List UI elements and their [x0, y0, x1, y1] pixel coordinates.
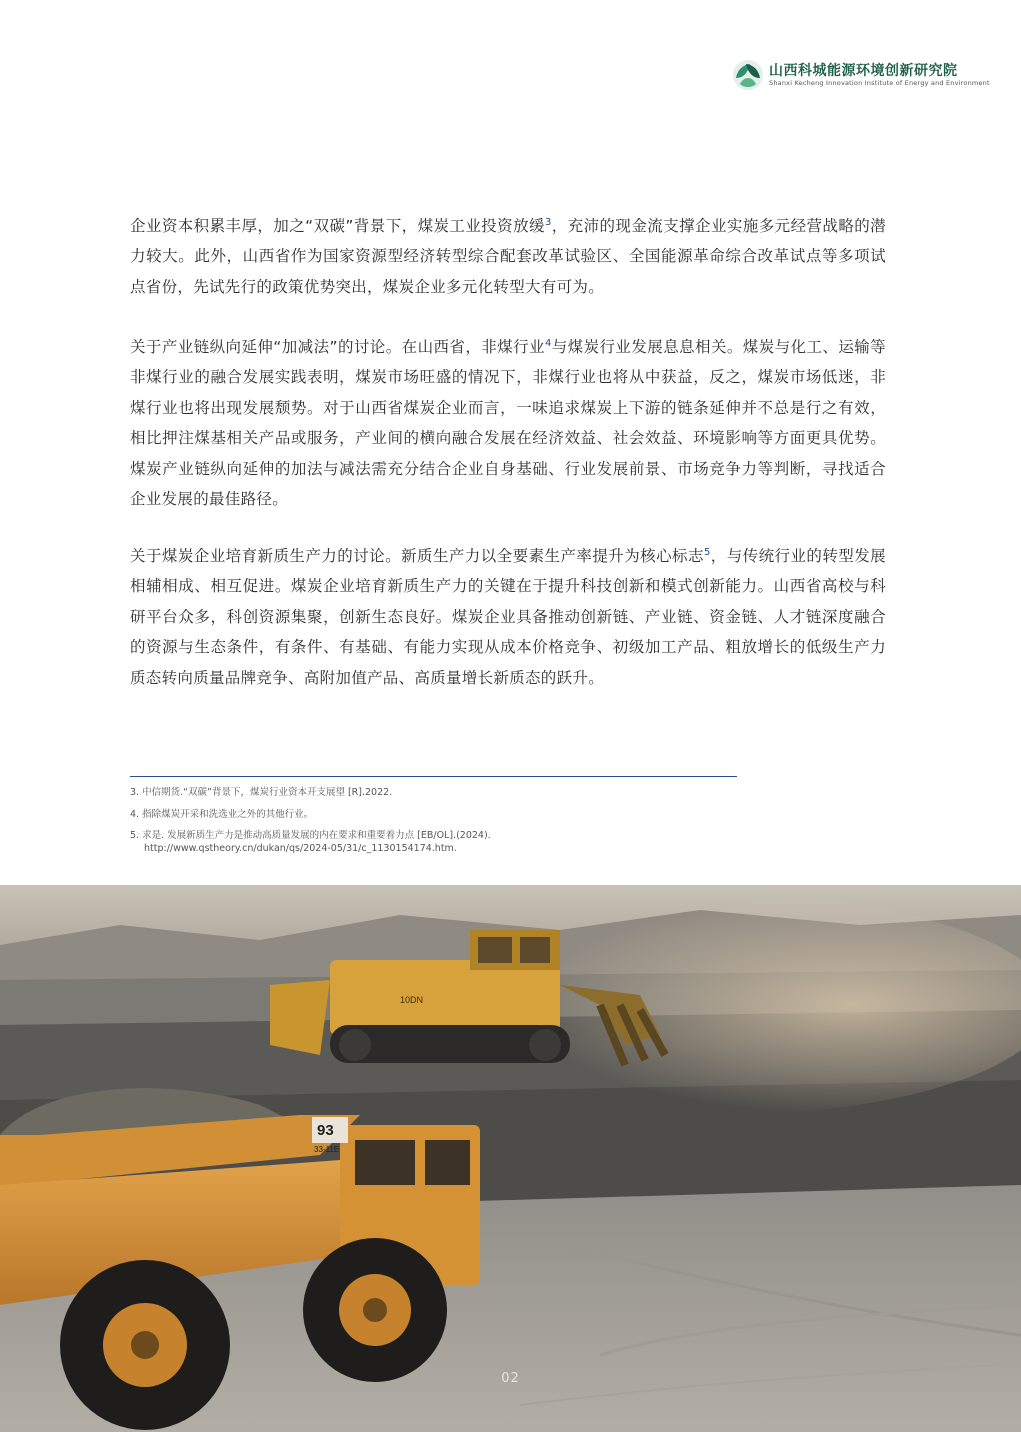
- page-number: 02: [501, 1371, 520, 1386]
- truck-number: 93: [317, 1122, 334, 1139]
- paragraph-3-part-b: ，与传统行业的转型发展相辅相成、相互促进。煤炭企业培育新质生产力的关键在于提升科技创新和模式创新能力。山西省高校与科研平台众多，科创资源集聚，创新生态良好。煤炭企业具备推动创新链、产业链、资金链、人才链深度融合的资源与生态条件，有条件、有基础、有能力实现从成本价格竞争、初级加工产品、粗放增长的低级生产力质态转向质量品牌竞争、高附加值产品、高质量增长新质态的跃升。: [130, 547, 886, 687]
- footnote-4: 4. 指除煤炭开采和洗选业之外的其他行业。: [130, 809, 314, 820]
- paragraph-2: [130, 332, 886, 514]
- paragraph-2-part-b: 与煤炭行业发展息息相关。煤炭与化工、运输等非煤行业的融合发展实践表明，煤炭市场旺盛的情况下，非煤行业也将从中获益，反之，煤炭市场低迷，非煤行业也将出现发展颓势。对于山西省煤炭企业而言，一味追求煤炭上下游的链条延伸并不总是行之有效，相比押注煤基相关产品或服务，产业间的横向融合发展在经济效益、社会效益、环境影响等方面更具优势。煤炭产业链纵向延伸的加法与减法需充分结合企业自身基础、行业发展前景、市场竞争力等判断，寻找适合企业发展的最佳路径。: [130, 338, 886, 509]
- leaf-logo-icon: [732, 58, 764, 92]
- footnote-ref-5[interactable]: 5: [703, 546, 711, 558]
- paragraph-3: [130, 541, 886, 693]
- institute-logo: [732, 58, 990, 94]
- mining-site-photo: [0, 885, 1021, 1432]
- institute-name: 山西科城能源环境创新研究院: [769, 63, 958, 79]
- dozer-badge: 10DN: [400, 995, 424, 1005]
- footnote-3: 3. 中信期货.“双碳”背景下，煤炭行业资本开支展望 [R].2022.: [130, 787, 393, 798]
- paragraph-1-part-a: 企业资本积累丰厚，加之“双碳”背景下，煤炭工业投资放缓: [130, 217, 545, 235]
- footnote-divider: [130, 776, 737, 777]
- institute-name-en: Shanxi Kecheng Innovation Institute of Energy and Environment: [769, 79, 990, 87]
- footnote-ref-4[interactable]: 4: [544, 337, 552, 349]
- footnote-5-url[interactable]: http://www.qstheory.cn/dukan/qs/2024-05/31/c_1130154174.htm.: [144, 843, 457, 854]
- paragraph-2-part-a: 关于产业链纵向延伸“加减法”的讨论。在山西省，非煤行业: [130, 338, 545, 356]
- footnote-5: 5. 求是. 发展新质生产力是推动高质量发展的内在要求和重要着力点 [EB/OL].(2024).: [130, 830, 491, 841]
- truck-code: 33-11E: [314, 1145, 340, 1154]
- paragraph-1-part-b: ，充沛的现金流支撑企业实施多元经营战略的潜力较大。此外，山西省作为国家资源型经济转型综合配套改革试验区、全国能源革命综合改革试点等多项试点省份，先试先行的政策优势突出，煤炭企业多元化转型大有可为。: [130, 217, 886, 296]
- paragraph-3-part-a: 关于煤炭企业培育新质生产力的讨论。新质生产力以全要素生产率提升为核心标志: [130, 547, 704, 565]
- paragraph-1: [130, 211, 886, 302]
- footnote-ref-3[interactable]: 3: [544, 216, 552, 228]
